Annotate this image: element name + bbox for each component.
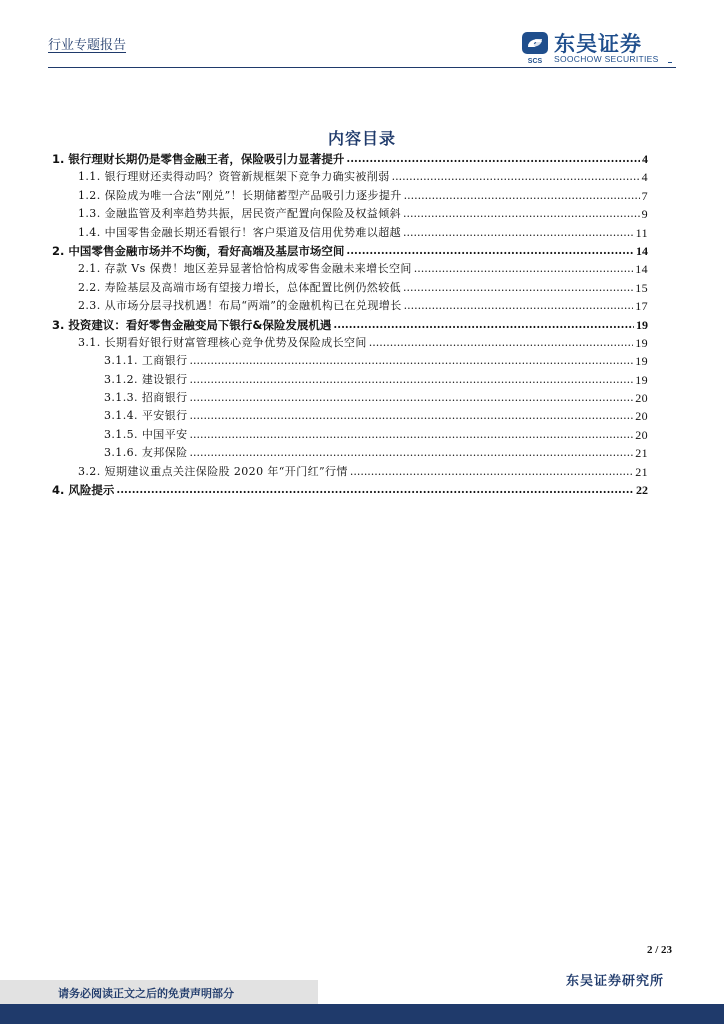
toc-entry-title: 金融监管及利率趋势共振，居民资产配置向保险及权益倾斜	[104, 207, 401, 221]
toc-entry-page: 14	[636, 243, 648, 258]
toc-entry-number: 1.3.	[78, 207, 101, 221]
toc-entry-number: 1.1.	[78, 170, 101, 184]
toc-entry-number: 3.1.3.	[104, 391, 138, 405]
toc-entry[interactable]	[52, 481, 648, 499]
toc-entry-page: 20	[635, 409, 648, 424]
toc-entry-number: 2.1.	[78, 262, 101, 276]
report-type-label: 行业专题报告	[48, 38, 127, 53]
toc-entry-number: 2.2.	[78, 280, 101, 294]
toc-entry[interactable]	[52, 297, 648, 315]
toc-entry[interactable]	[52, 224, 648, 242]
toc-entry-number: 3.1.	[78, 335, 101, 349]
toc-entry[interactable]	[52, 371, 648, 389]
toc-dot-leader	[190, 407, 634, 425]
toc-entry-title: 风险提示	[68, 483, 115, 498]
toc-entry-page: 21	[635, 446, 648, 461]
toc-entry-title: 平安银行	[141, 409, 188, 423]
toc-entry-title: 长期看好银行财富管理核心竞争优势及保险成长空间	[104, 335, 367, 349]
toc-entry-title: 短期建议重点关注保险股 2020 年“开门红”行情	[104, 464, 348, 478]
toc-entry-number: 3.2.	[78, 464, 101, 478]
table-of-contents	[52, 150, 648, 499]
header-divider	[48, 67, 676, 68]
footer-bar	[0, 1004, 724, 1024]
toc-dot-leader	[392, 168, 640, 186]
logo-english-name: SOOCHOW SECURITIES	[554, 54, 659, 64]
toc-entry-page: 9	[641, 207, 648, 222]
toc-entry[interactable]	[52, 187, 648, 205]
toc-dot-leader	[346, 242, 634, 260]
toc-entry-number: 4.	[52, 483, 65, 498]
toc-entry-title: 工商银行	[141, 354, 188, 368]
toc-entry-page: 14	[635, 262, 648, 277]
toc-entry-page: 19	[635, 335, 648, 350]
toc-dot-leader	[350, 463, 633, 481]
logo-chinese-name: 东吴证券	[554, 32, 642, 56]
toc-dot-leader	[190, 426, 634, 444]
toc-dot-leader	[414, 260, 633, 278]
toc-entry[interactable]	[52, 150, 648, 168]
toc-entry-title: 银行理财长期仍是零售金融王者，保险吸引力显著提升	[68, 151, 345, 166]
toc-entry-number: 2.3.	[78, 299, 101, 313]
toc-entry-page: 17	[635, 299, 648, 314]
header-tick	[668, 62, 672, 63]
toc-entry-title: 存款 Vs 保费！地区差异显著恰恰构成零售金融未来增长空间	[104, 262, 412, 276]
toc-entry-page: 22	[636, 483, 648, 498]
toc-entry[interactable]	[52, 334, 648, 352]
toc-entry-page: 4	[641, 170, 648, 185]
toc-entry-number: 1.4.	[78, 225, 101, 239]
toc-entry[interactable]	[52, 389, 648, 407]
toc-entry-title: 建设银行	[141, 372, 188, 386]
toc-entry-page: 20	[635, 391, 648, 406]
toc-entry-page: 7	[641, 188, 648, 203]
toc-entry-number: 2.	[52, 243, 65, 258]
toc-entry[interactable]	[52, 352, 648, 370]
toc-dot-leader	[346, 150, 640, 168]
toc-entry-title: 友邦保险	[141, 446, 188, 460]
toc-entry-page: 21	[635, 464, 648, 479]
toc-entry[interactable]	[52, 407, 648, 425]
research-institute-name: 东吴证券研究所	[565, 974, 664, 989]
toc-entry-number: 1.2.	[78, 188, 101, 202]
toc-entry-number: 3.1.1.	[104, 354, 138, 368]
toc-entry[interactable]	[52, 260, 648, 278]
toc-entry-title: 中国零售金融长期还看银行！客户渠道及信用优势难以超越	[104, 225, 401, 239]
toc-entry[interactable]	[52, 205, 648, 223]
toc-dot-leader	[190, 352, 634, 370]
toc-entry[interactable]	[52, 168, 648, 186]
toc-dot-leader	[403, 205, 640, 223]
toc-entry-number: 3.1.2.	[104, 372, 138, 386]
toc-dot-leader	[369, 334, 633, 352]
toc-entry-page: 4	[642, 151, 648, 166]
toc-dot-leader	[403, 279, 633, 297]
toc-dot-leader	[190, 371, 634, 389]
company-logo	[520, 30, 670, 66]
disclaimer-notice: 请务必阅读正文之后的免责声明部分	[58, 987, 234, 1000]
toc-dot-leader	[190, 444, 634, 462]
toc-entry-title: 中国平安	[141, 427, 188, 441]
toc-entry-page: 15	[635, 280, 648, 295]
toc-entry-page: 11	[635, 225, 648, 240]
toc-dot-leader	[190, 389, 634, 407]
toc-entry-number: 3.1.6.	[104, 446, 138, 460]
toc-entry-number: 3.	[52, 317, 65, 332]
toc-entry-title: 招商银行	[141, 391, 188, 405]
logo-mark-text: SCS	[527, 58, 543, 64]
toc-entry-title: 从市场分层寻找机遇！布局“两端”的金融机构已在兑现增长	[104, 299, 402, 313]
toc-entry-title: 保险成为唯一合法“刚兑”！长期储蓄型产品吸引力逐步提升	[104, 188, 402, 202]
toc-entry[interactable]	[52, 279, 648, 297]
toc-entry[interactable]	[52, 463, 648, 481]
toc-dot-leader	[333, 316, 634, 334]
toc-entry[interactable]	[52, 316, 648, 334]
toc-entry[interactable]	[52, 426, 648, 444]
toc-dot-leader	[404, 187, 640, 205]
toc-entry-page: 20	[635, 427, 648, 442]
toc-entry-number: 3.1.4.	[104, 409, 138, 423]
toc-entry-page: 19	[636, 317, 648, 332]
toc-dot-leader	[403, 224, 634, 242]
toc-entry-number: 3.1.5.	[104, 427, 138, 441]
toc-entry[interactable]	[52, 242, 648, 260]
toc-entry-title: 投资建议：看好零售金融变局下银行&保险发展机遇	[68, 317, 332, 332]
toc-title: 内容目录	[327, 129, 396, 148]
toc-entry-number: 1.	[52, 151, 65, 166]
toc-entry-title: 寿险基层及高端市场有望接力增长，总体配置比例仍然较低	[104, 280, 401, 294]
toc-entry-page: 19	[635, 354, 648, 369]
toc-dot-leader	[116, 481, 634, 499]
page-number: 2 / 23	[646, 944, 672, 956]
toc-entry[interactable]	[52, 444, 648, 462]
toc-entry-page: 19	[635, 372, 648, 387]
toc-entry-title: 中国零售金融市场并不均衡，看好高端及基层市场空间	[68, 243, 345, 258]
toc-entry-title: 银行理财还卖得动吗？资管新规框架下竞争力确实被削弱	[104, 170, 390, 184]
toc-dot-leader	[404, 297, 634, 315]
disclaimer-band	[0, 980, 318, 1004]
logo-mark-icon	[520, 30, 552, 64]
